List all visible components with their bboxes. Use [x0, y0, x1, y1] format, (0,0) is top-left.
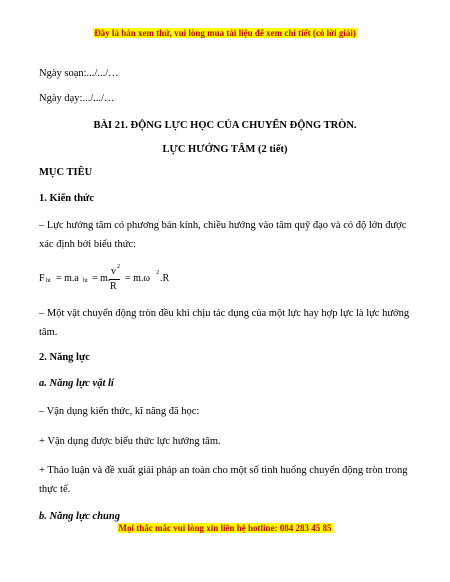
- formula-eq1: = m.a: [56, 273, 79, 284]
- formula-eq3: = m.ω: [125, 273, 150, 284]
- section-objectives-heading: MỤC TIÊU: [39, 167, 93, 178]
- prep-date: Ngày soạn:.../.../…: [39, 68, 119, 79]
- preview-notice-text: Đây là bản xem thử, vui lòng mua tài liệu để xem chi tiết (có lời giải): [94, 28, 356, 38]
- formula-omega-exp: 2: [156, 270, 159, 276]
- formula-tail: .R: [160, 273, 170, 284]
- knowledge-heading: 1. Kiến thức: [39, 193, 95, 204]
- lesson-title: BÀI 21. ĐỘNG LỰC HỌC CỦA CHUYỂN ĐỘNG TRÒN.: [93, 120, 357, 131]
- formula-a-sub: ht: [83, 278, 88, 284]
- formula-eq2: = m.: [92, 273, 111, 284]
- physics-competence-heading: a. Năng lực vật lí: [39, 378, 114, 389]
- formula-F-sub: ht: [46, 278, 51, 284]
- hotline-notice-text: Mọi thắc mắc vui lòng xin liên hệ hotline: 084 283 45 85: [118, 523, 332, 533]
- formula-numerator-exp: 2: [117, 264, 120, 270]
- preview-notice-banner: [0, 28, 450, 38]
- knowledge-paragraph-1: – Lực hướng tâm có phương bán kính, chiều hướng vào tâm quỹ đạo và có độ lớn được xác định bởi biểu thức:: [39, 220, 407, 250]
- hotline-notice-banner: [0, 523, 450, 533]
- competence-item-2: + Vận dụng được biểu thức lực hướng tâm.: [39, 436, 221, 447]
- centripetal-force-formula: [39, 264, 199, 294]
- lesson-subtitle: LỰC HƯỚNG TÂM (2 tiết): [162, 144, 288, 155]
- competence-item-1: – Vận dụng kiến thức, kĩ năng đã học:: [39, 406, 200, 417]
- teach-date: Ngày dạy:.../.../…: [39, 93, 115, 104]
- competence-heading: 2. Năng lực: [39, 352, 90, 363]
- competence-item-3: + Thảo luận và đề xuất giải pháp an toàn cho một số tình huống chuyển động tròn trong thực tế.: [39, 465, 408, 495]
- formula-numerator: v: [111, 266, 116, 277]
- knowledge-paragraph-2: – Một vật chuyển động tròn đều khi chịu tác dụng của một lực hay hợp lực là lực hướng tâm.: [39, 308, 410, 338]
- general-competence-heading: b. Năng lực chung: [39, 511, 120, 522]
- formula-F: F: [39, 273, 45, 284]
- formula-denominator: R: [110, 281, 117, 292]
- fraction-bar: [109, 279, 120, 280]
